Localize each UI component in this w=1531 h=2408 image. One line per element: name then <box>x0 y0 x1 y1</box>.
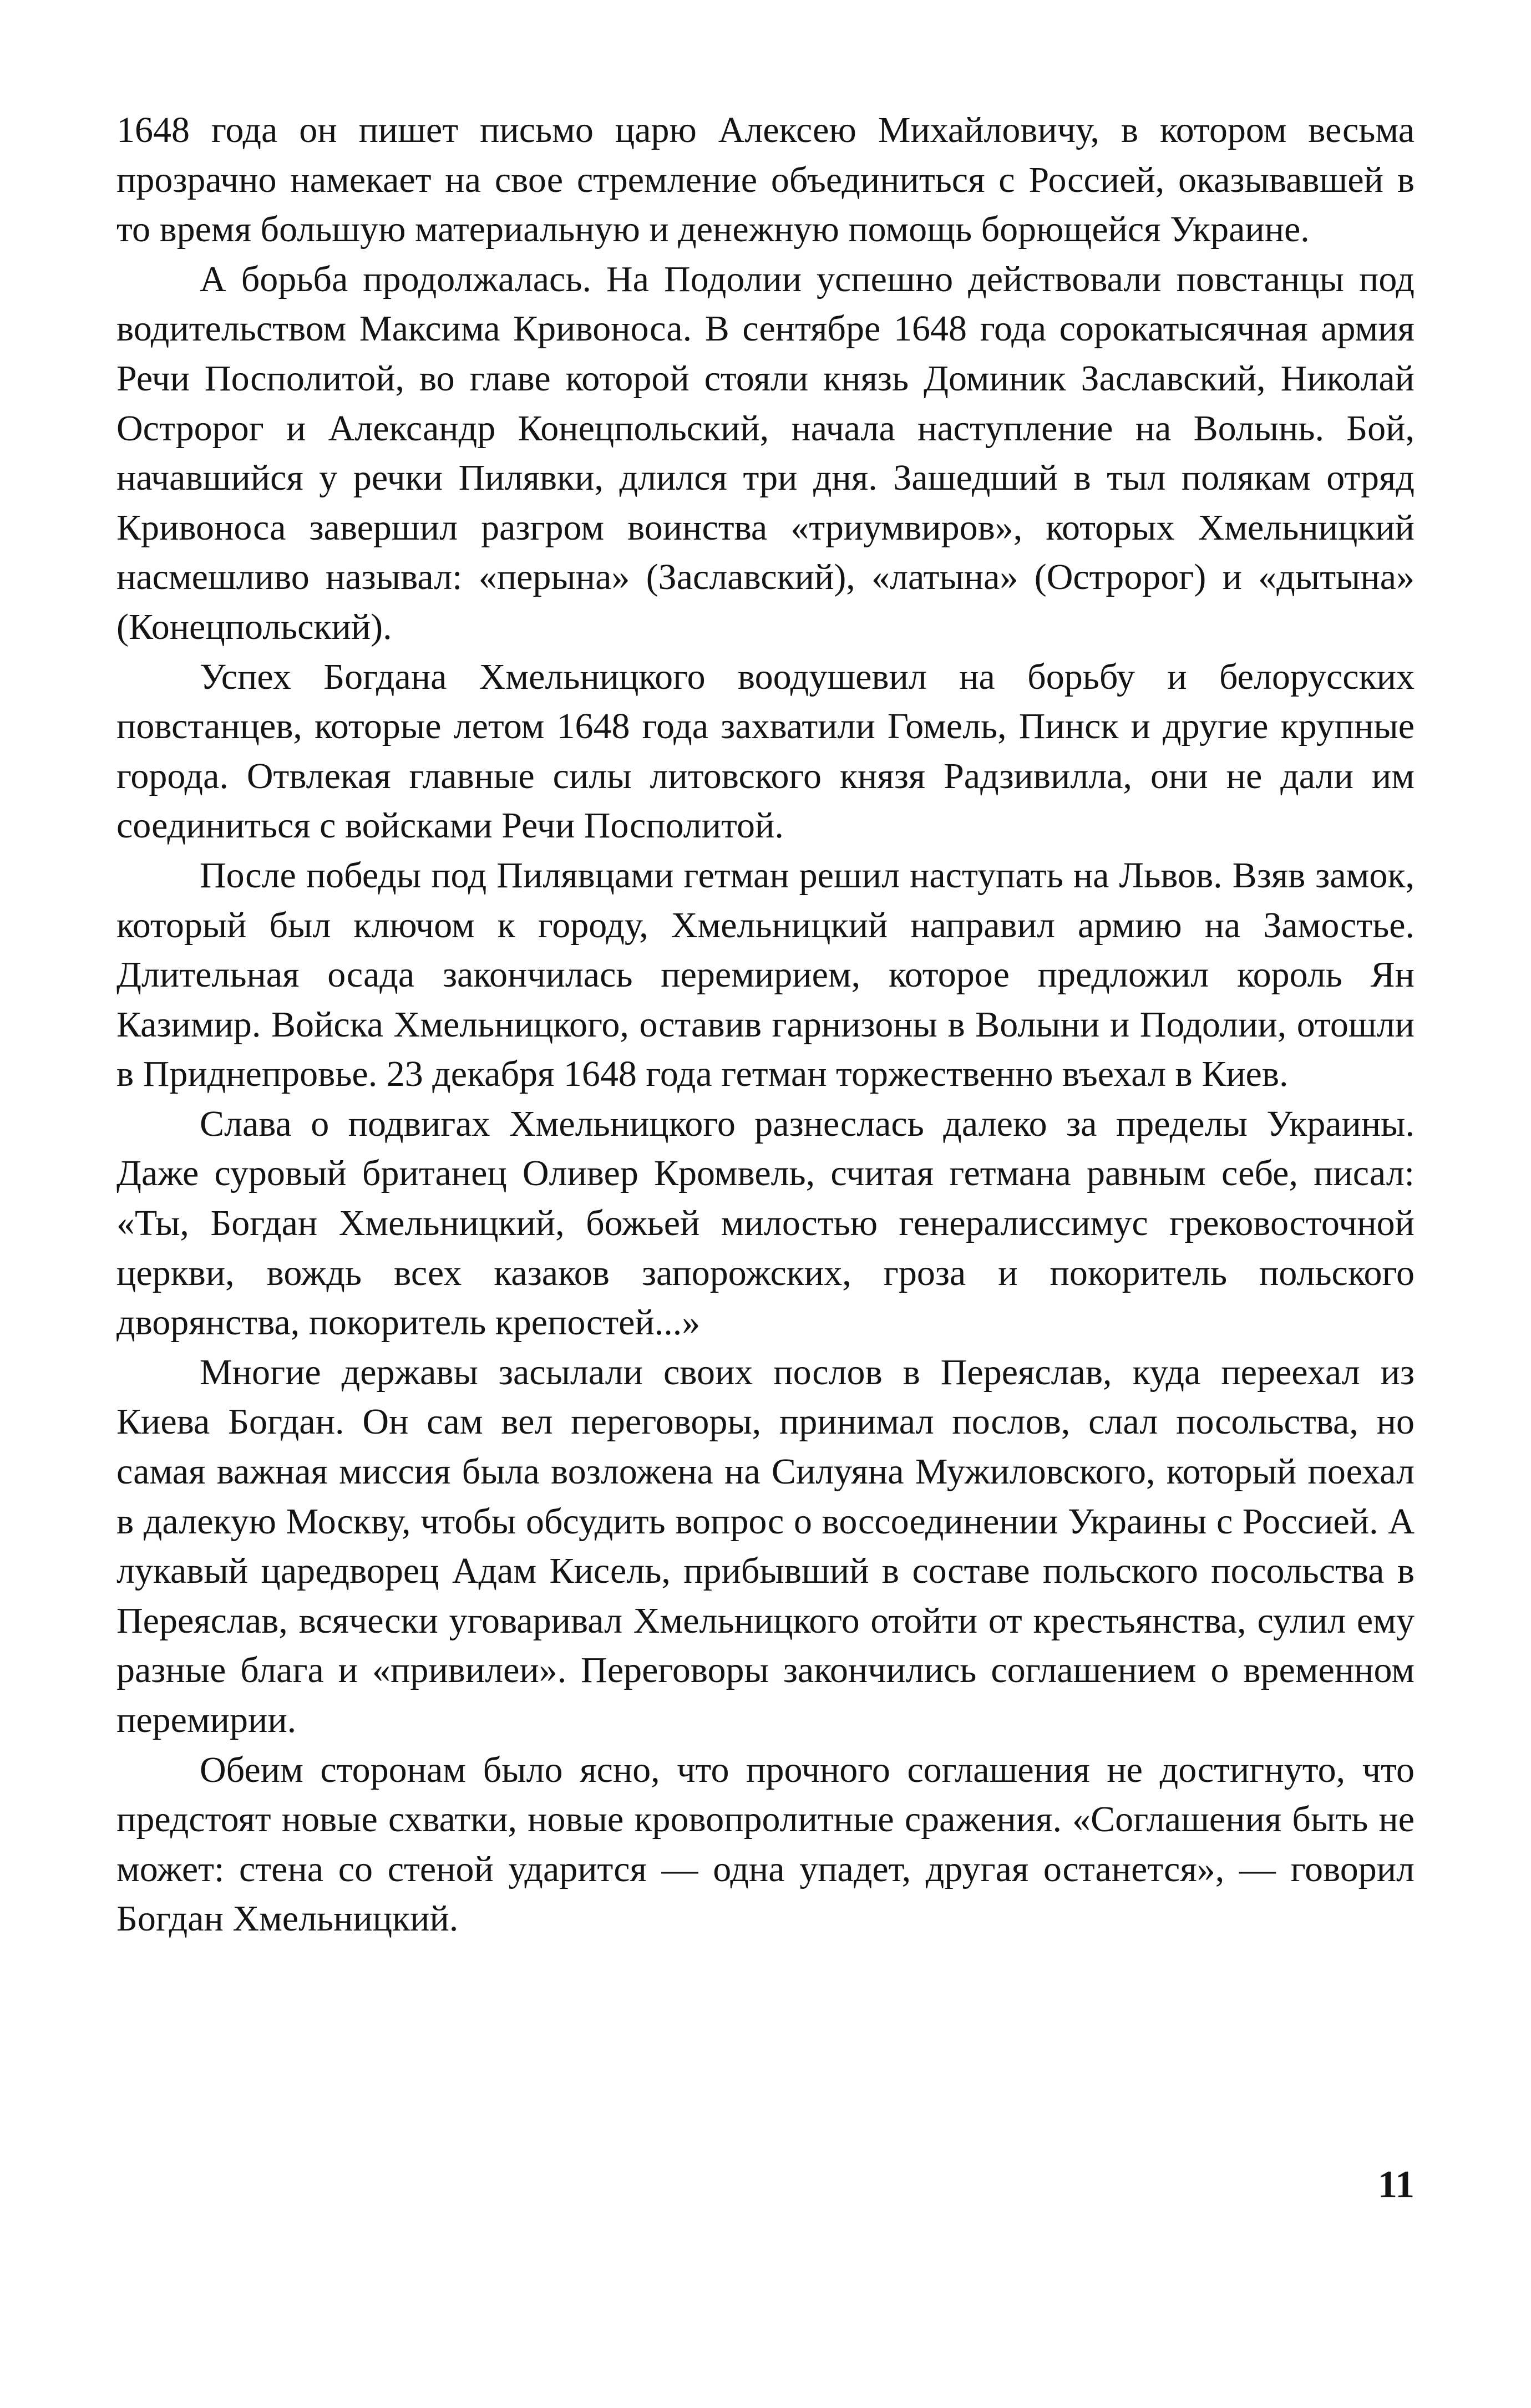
page-number: 11 <box>1377 2163 1415 2206</box>
paragraph-5: Слава о подвигах Хмельницкого разнеслась далеко за пределы Украины. Даже суровый британец Оливер Кромвель, считая гетмана равным себе, писал: «Ты, Богдан Хмельницкий, божьей милостью генералиссимус грековосточной церкви, вождь всех казаков запорожских, гроза и покоритель польского дворянства, покоритель крепостей...» <box>116 1103 1415 1343</box>
paragraph-3: Успех Богдана Хмельницкого воодушевил на борьбу и белорусских повстанцев, которые летом 1648 года захватили Гомель, Пинск и другие крупные города. Отвлекая главные силы литовского князя Радзивилла, они не дали им соединиться с войсками Речи Посполитой. <box>116 656 1415 846</box>
paragraph-4: После победы под Пилявцами гетман решил наступать на Львов. Взяв замок, который был ключом к городу, Хмельницкий направил армию на Замостье. Длительная осада закончилась перемирием, которое предложил король Ян Казимир. Войска Хмельницкого, оставив гарнизоны в Волыни и Подолии, отошли в Приднепровье. 23 декабря 1648 года гетман торжественно въехал в Киев. <box>116 855 1415 1095</box>
paragraph-1: 1648 года он пишет письмо царю Алексею Михайловичу, в котором весьма прозрачно намекает на свое стремление объединиться с Россией, оказывавшей в то время большую материальную и денежную помощь борющейся Украине. <box>116 110 1415 250</box>
paragraph-2: А борьба продолжалась. На Подолии успешно действовали повстанцы под водительством Максима Кривоноса. В сентябре 1648 года сорокатысячная армия Речи Посполитой, во главе которой стояли князь Доминик Заславский, Николай Остророг и Александр Конецпольский, начала наступление на Волынь. Бой, начавшийся у речки Пилявки, длился три дня. Зашедший в тыл полякам отряд Кривоноса завершил разгром воинства «триумвиров», которых Хмельницкий насмешливо называл: «перына» (Заславский), «латына» (Остророг) и «дытына» (Конецпольский). <box>116 258 1415 647</box>
paragraph-6: Многие державы засылали своих послов в Переяслав, куда переехал из Киева Богдан. Он сам вел переговоры, принимал послов, слал посольства, но самая важная миссия была возложена на Силуяна Мужиловского, который поехал в далекую Москву, чтобы обсудить вопрос о воссоединении Украины с Россией. А лукавый царедворец Адам Кисель, прибывший в составе польского посольства в Переяслав, всячески уговаривал Хмельницкого отойти от крестьянства, сулил ему разные блага и «привилеи». Переговоры закончились соглашением о временном перемирии. <box>116 1352 1415 1740</box>
page-body <box>116 105 1415 2268</box>
paragraph-7: Обеим сторонам было ясно, что прочного соглашения не достигнуто, что предстоят новые схватки, новые кровопролитные сражения. «Соглашения быть не может: стена со стеной ударится — одна упадет, другая останется», — говорил Богдан Хмельницкий. <box>116 1749 1415 1939</box>
